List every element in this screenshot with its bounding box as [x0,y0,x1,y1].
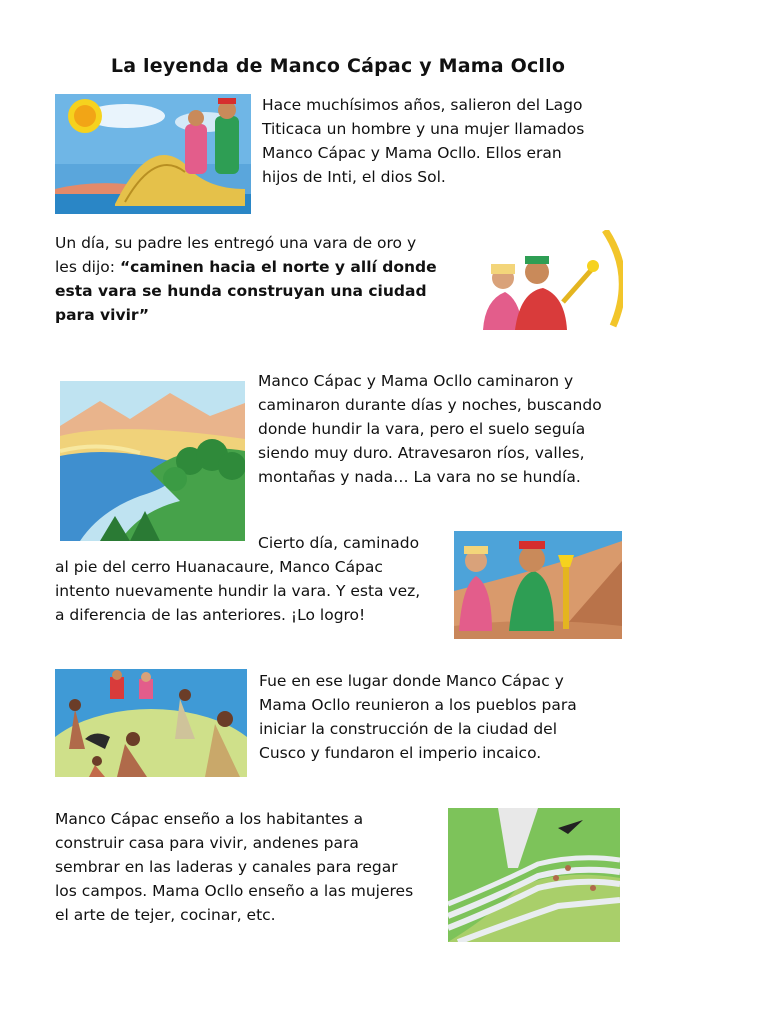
illustration-golden-staff [475,230,623,330]
paragraph-golden-staff: Un día, su padre les entregó una vara de oro y les dijo: “caminen hacia el norte y allí donde esta vara se hunda construyan una ciudad para vivir” [55,234,437,324]
illustration-gathering [55,669,247,777]
paragraph-teaching: Manco Cápac enseño a los habitantes a construir casa para vivir, andenes para sembrar en las laderas y canales para regar los campos. Mama Ocllo enseño a las mujeres el arte de tejer, cocinar, etc. [55,810,414,924]
illustration-river-valley [60,381,245,541]
paragraph-huanacaure: Cierto día, caminado al pie del cerro Huanacaure, Manco Cápac intento nuevamente hundir la vara. Y esta vez, a diferencia de las anteriores. ¡Lo logro! [55,534,421,624]
illustration-terraces [448,808,620,942]
paragraph-journey: Manco Cápac y Mama Ocllo caminaron y caminaron durante días y noches, buscando donde hundir la vara, pero el suelo seguía siendo muy duro. Atravesaron ríos, valles, montañas y nada… La vara no se hundía. [258,372,602,486]
illustration-lake-titicaca [55,94,251,214]
paragraph-origin: Hace muchísimos años, salieron del Lago Titicaca un hombre y una mujer llamados Manco Cápac y Mama Ocllo. Ellos eran hijos de Inti, el dios Sol. [262,96,585,186]
illustration-staff-sinking [454,531,622,639]
sun-icon [68,99,102,133]
document-title: La leyenda de Manco Cápac y Mama Ocllo [110,55,566,77]
paragraph-cusco: Fue en ese lugar donde Manco Cápac y Mama Ocllo reunieron a los pueblos para iniciar la construcción de la ciudad del Cusco y fundaron el imperio incaico. [259,672,577,762]
